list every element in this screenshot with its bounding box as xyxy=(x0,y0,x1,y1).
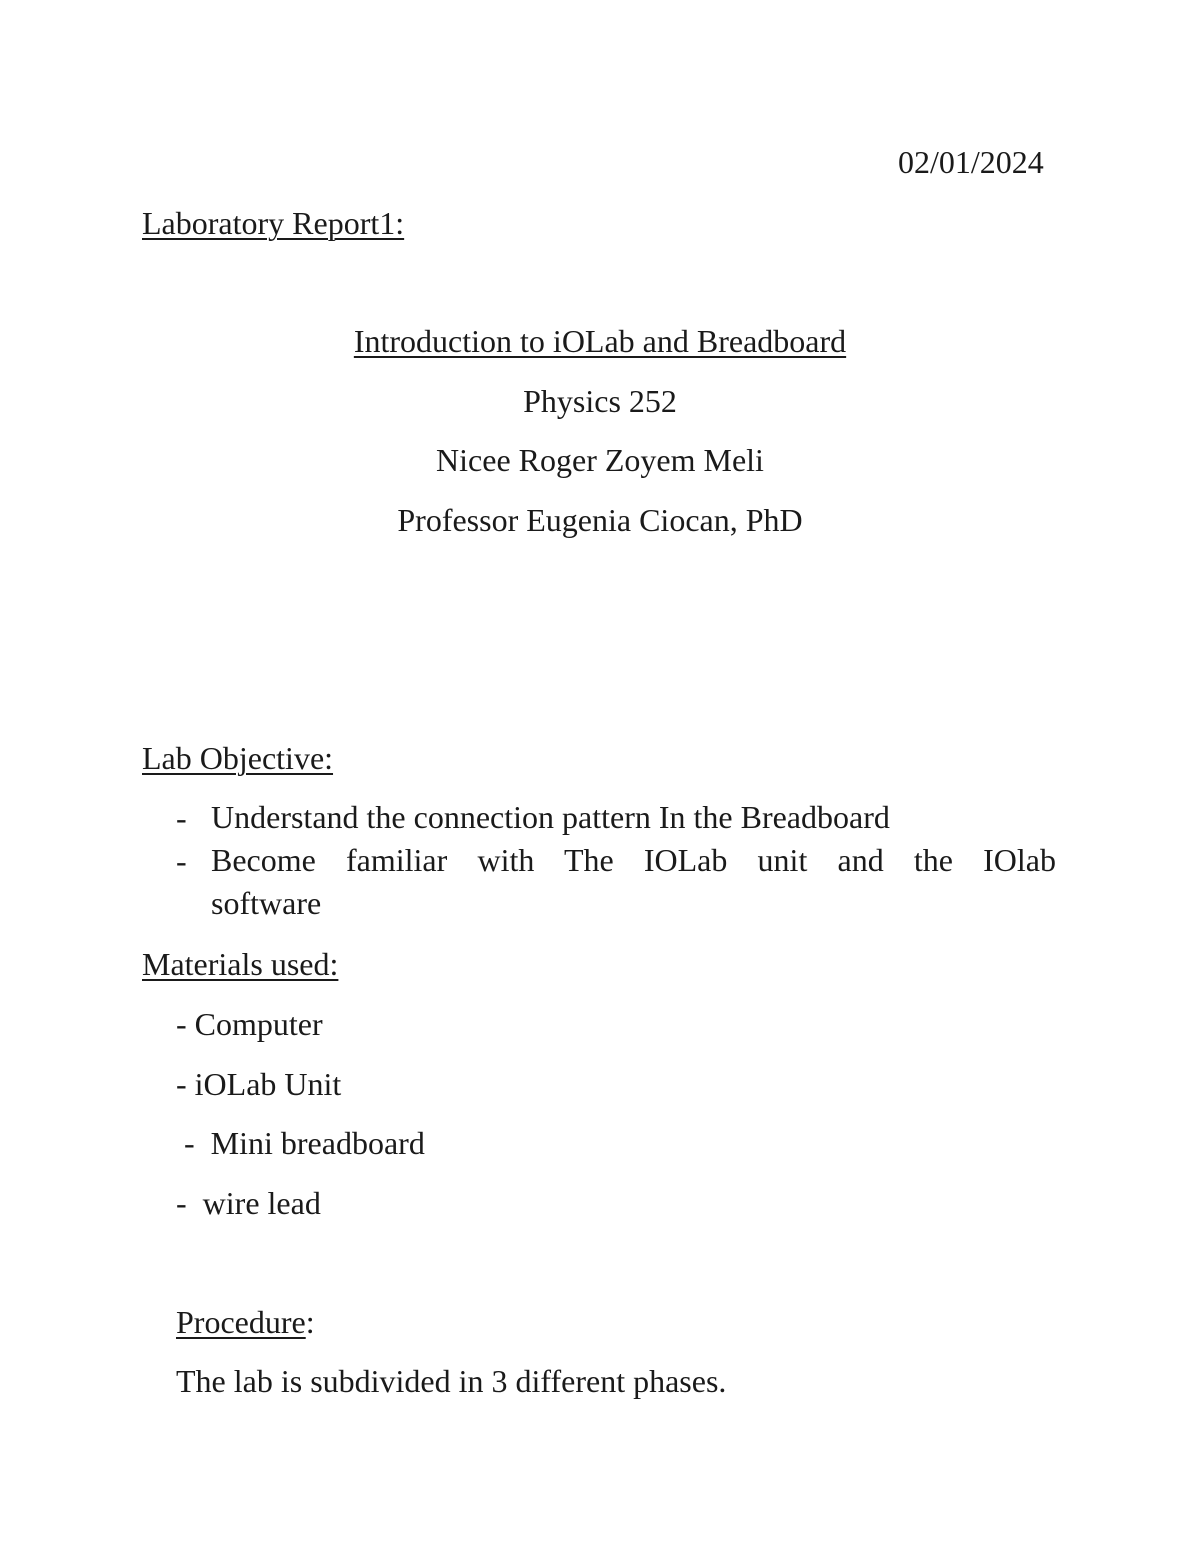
course-name: Physics 252 xyxy=(523,383,677,419)
objective-item xyxy=(211,839,1056,925)
title-block-title-row xyxy=(0,321,1200,361)
procedure-text: The lab is subdivided in 3 different phases. xyxy=(176,1363,727,1399)
materials-item: - wire lead xyxy=(176,1185,321,1221)
professor-name: Professor Eugenia Ciocan, PhD xyxy=(397,502,803,538)
procedure-heading-colon: : xyxy=(305,1304,315,1340)
objective-item-line: software xyxy=(211,885,322,921)
objective-bullet-marker: - xyxy=(176,843,187,879)
objective-item-line: Become familiar with The IOLab unit and the IOlab xyxy=(211,842,1056,878)
materials-item: - Computer xyxy=(176,1006,323,1042)
report-label: Laboratory Report1: xyxy=(142,205,405,241)
objective-item: Understand the connection pattern In the Breadboard xyxy=(211,799,890,835)
report-date: 02/01/2024 xyxy=(898,144,1044,180)
materials-item: - Mini breadboard xyxy=(176,1125,425,1161)
procedure-heading: Procedure xyxy=(176,1304,306,1340)
report-title: Introduction to iOLab and Breadboard xyxy=(353,323,847,359)
materials-heading: Materials used: xyxy=(142,946,339,982)
author-name: Nicee Roger Zoyem Meli xyxy=(436,442,764,478)
procedure-heading-row xyxy=(176,1302,315,1342)
objective-bullet-marker: - xyxy=(176,800,187,836)
objective-heading: Lab Objective: xyxy=(142,740,334,776)
materials-item: - iOLab Unit xyxy=(176,1066,342,1102)
